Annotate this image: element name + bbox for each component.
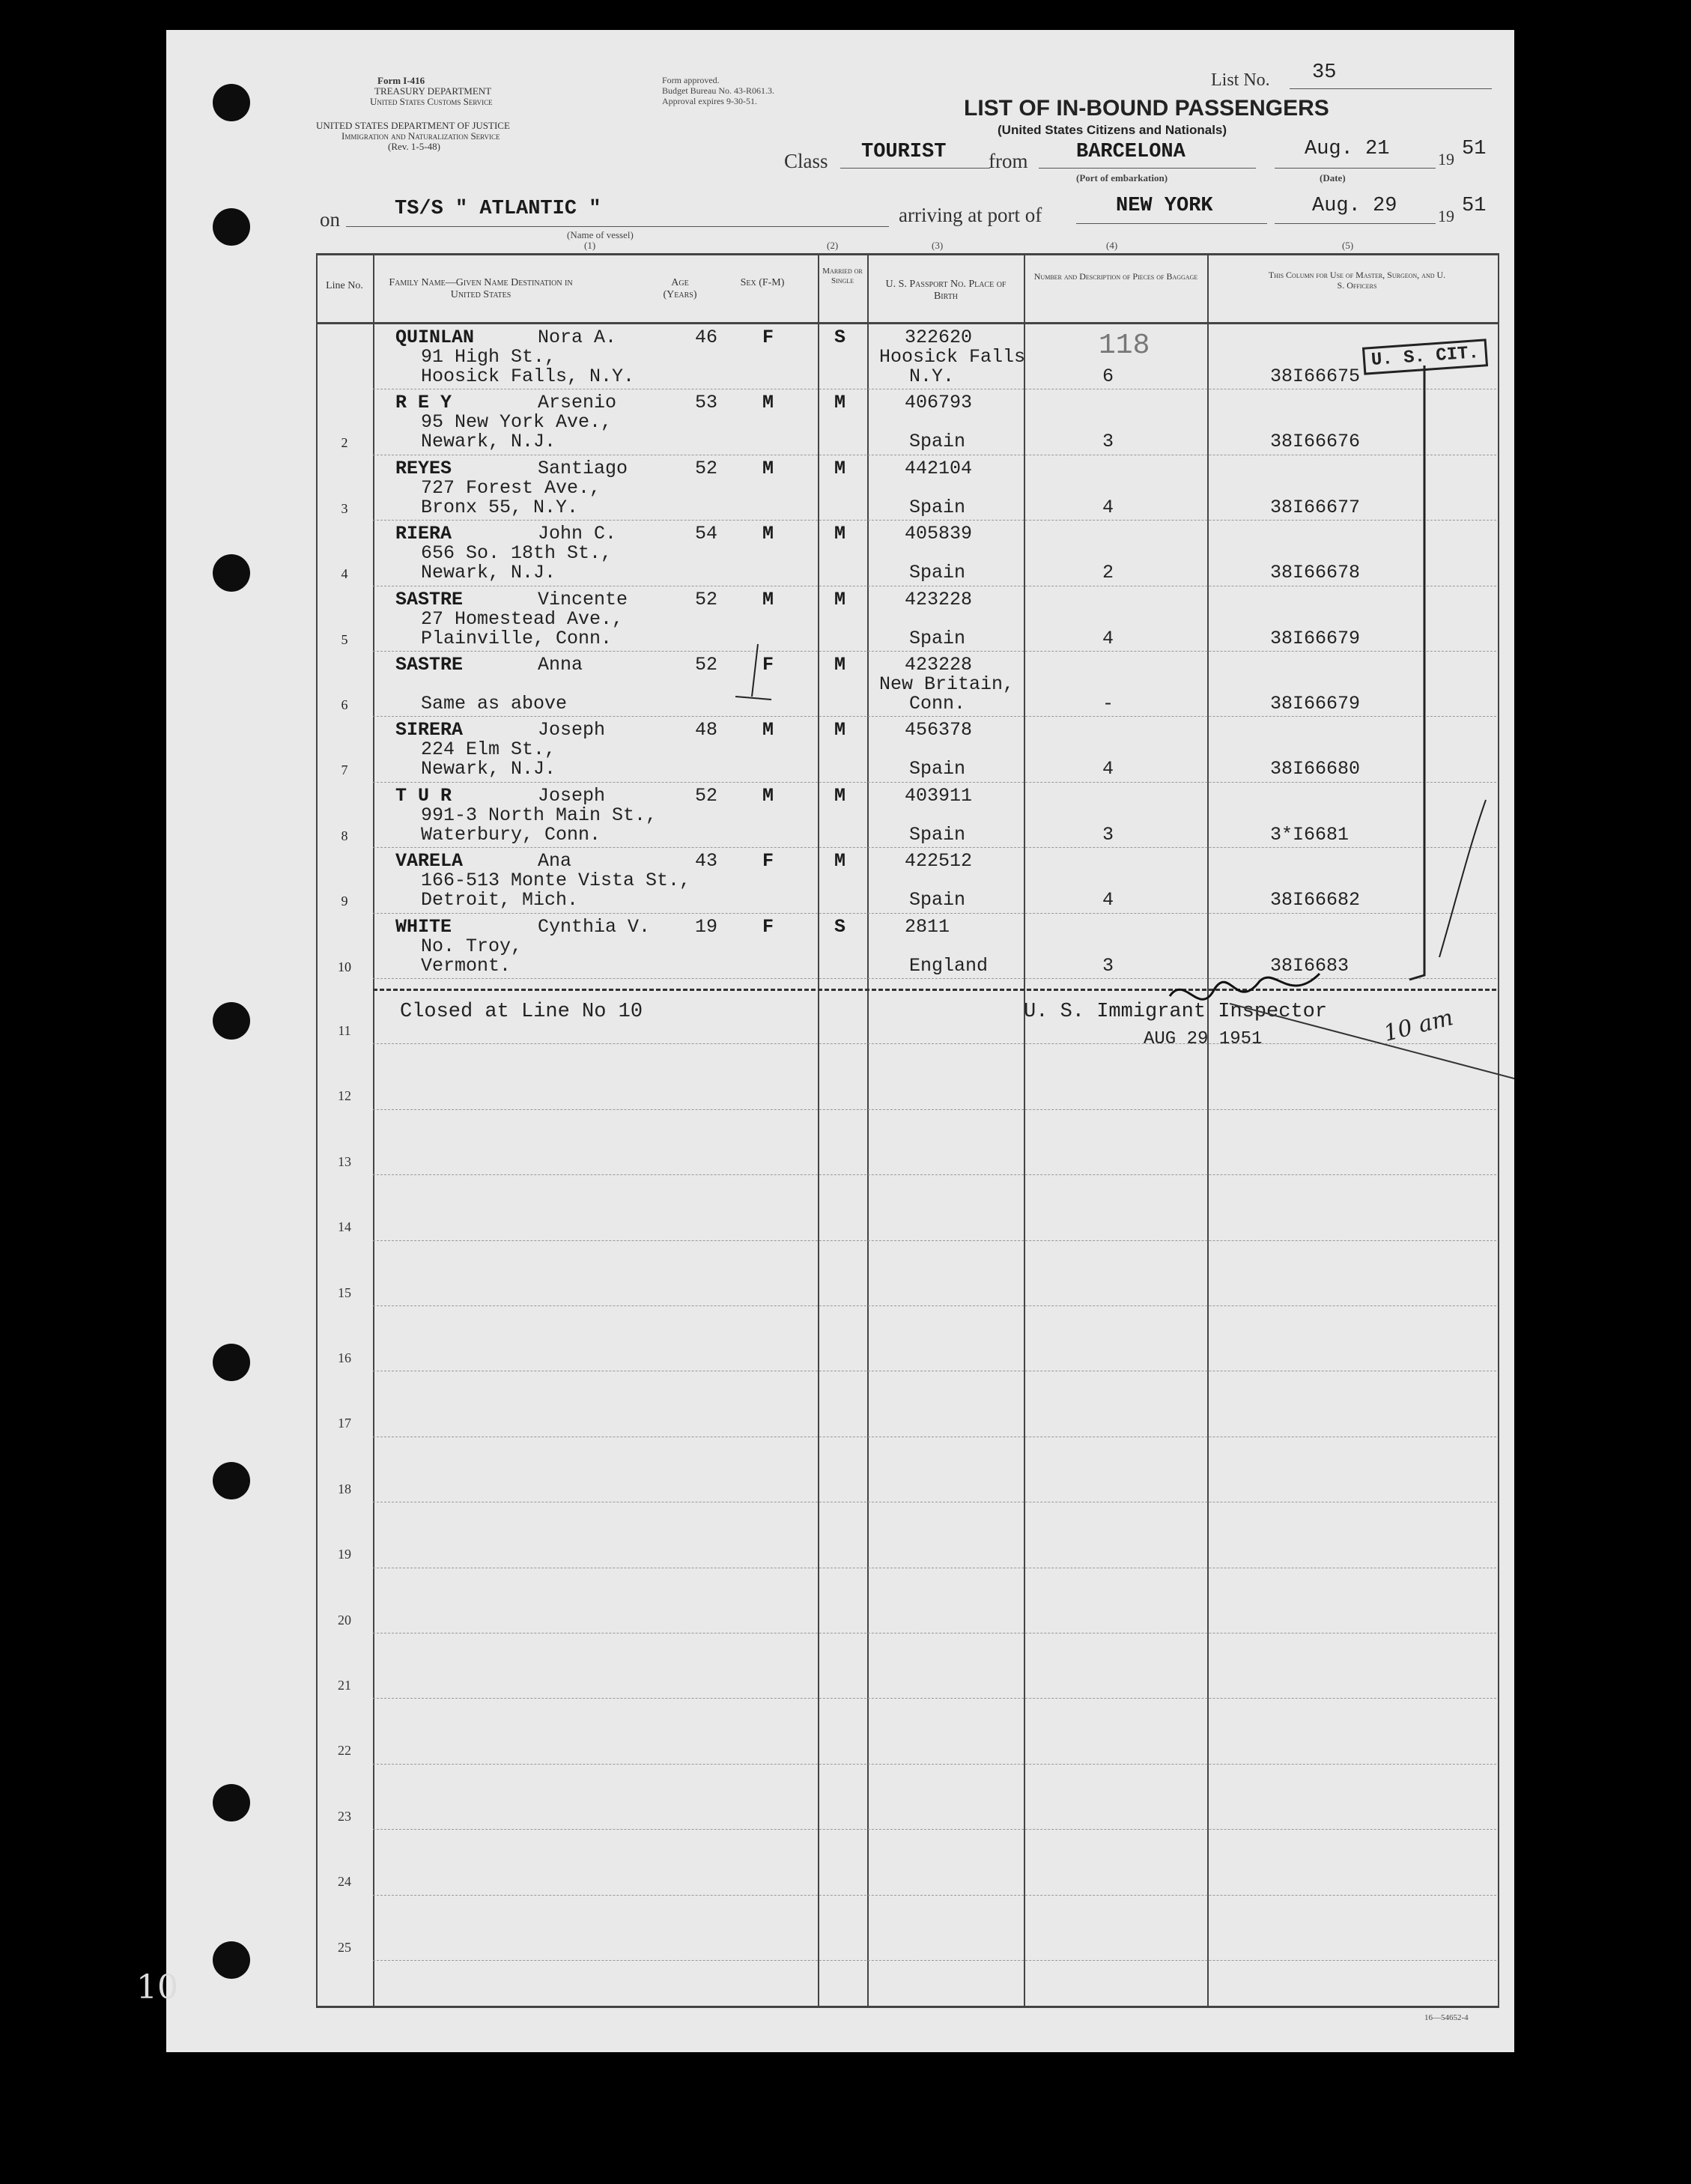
given-name: Vincente: [538, 588, 628, 610]
marital-status: M: [834, 784, 846, 807]
birth-place-2: Spain: [909, 431, 966, 453]
col-3-label: (3): [932, 240, 944, 251]
approval-3: Approval expires 9-30-51.: [662, 96, 757, 106]
col-divider-line: [373, 255, 374, 2007]
header-baggage: Number and Description of Pieces of Baggage: [1033, 271, 1198, 282]
family-name: QUINLAN: [395, 327, 475, 348]
on-label: on: [320, 208, 340, 231]
line-number: 4: [341, 566, 348, 582]
col-divider-officers: [1207, 255, 1209, 2007]
class-underline: [840, 168, 990, 169]
line-number: 2: [341, 435, 348, 451]
birth-place-2: Spain: [909, 627, 966, 649]
age: 53: [695, 392, 718, 414]
table-left-border: [316, 255, 318, 2007]
arrival-port: NEW YORK: [1116, 195, 1213, 217]
arriving-label: arriving at port of: [899, 204, 1042, 226]
given-name: Anna: [538, 654, 583, 676]
family-name: R E Y: [395, 392, 452, 414]
line-number: 22: [338, 1743, 351, 1759]
passport-number: 403911: [905, 784, 973, 807]
passport-number: 456378: [905, 719, 973, 741]
line-number: 6: [341, 697, 348, 712]
row-separator: [373, 1174, 1496, 1175]
table-bottom-border: [316, 2006, 1499, 2008]
line-number: 19: [338, 1547, 351, 1562]
birth-place: Hoosick Falls: [879, 346, 1026, 368]
family-name: SIRERA: [395, 719, 464, 741]
family-name: SASTRE: [395, 654, 464, 676]
address-line-2: Bronx 55, N.Y.: [421, 496, 579, 518]
row-separator: [373, 782, 1496, 783]
marital-status: M: [834, 654, 846, 676]
address-line-1: 95 New York Ave.,: [421, 411, 613, 434]
punch-hole: [213, 1784, 250, 1821]
given-name: Cynthia V.: [538, 915, 651, 938]
address-line-2: Newark, N.J.: [421, 758, 556, 780]
address-line-2: Vermont.: [421, 954, 511, 977]
line-number: 25: [338, 1939, 351, 1955]
header-name: Family Name—Given Name Destination in United States: [389, 277, 573, 300]
given-name: Joseph: [538, 784, 606, 807]
line-number: 11: [338, 1023, 351, 1038]
line-number: 8: [341, 828, 348, 843]
row-separator: [373, 1633, 1496, 1634]
punch-hole: [213, 84, 250, 121]
bracket-line: [1409, 365, 1424, 980]
footer-code: 16—54652-4: [1424, 2013, 1469, 2022]
family-name: VARELA: [395, 850, 464, 873]
officer-number: 38I6683: [1270, 954, 1350, 977]
officer-number: 3*I6681: [1270, 823, 1350, 846]
baggage-count: 4: [1102, 889, 1114, 911]
sex: F: [762, 327, 774, 348]
birth-place-2: Conn.: [909, 693, 966, 715]
col-5-label: (5): [1342, 240, 1354, 251]
year-2: 51: [1462, 195, 1487, 217]
closing-rule: [373, 989, 1496, 991]
address-line-1: 91 High St.,: [421, 346, 556, 368]
date-caption: (Date): [1320, 172, 1346, 183]
header-bottom-border: [316, 322, 1499, 324]
age: 52: [695, 457, 718, 479]
line-number: 9: [341, 894, 348, 909]
line-number: 16: [338, 1350, 351, 1365]
marital-status: M: [834, 523, 846, 545]
address-line-1: 656 So. 18th St.,: [421, 542, 613, 565]
list-underline: [1290, 88, 1492, 89]
officer-number: 38I66679: [1270, 627, 1361, 649]
address-line-1: No. Troy,: [421, 935, 523, 957]
row-separator: [373, 716, 1496, 717]
age: 46: [695, 327, 718, 348]
form-number: Form I-416: [377, 75, 425, 86]
sex: F: [762, 850, 774, 873]
given-name: Joseph: [538, 719, 606, 741]
marital-status: M: [834, 588, 846, 610]
ins-service: Immigration and Naturalization Service: [341, 130, 500, 142]
year-1: 51: [1462, 138, 1487, 160]
header-married: Married or Single: [822, 267, 863, 285]
address-line-2: Newark, N.J.: [421, 562, 556, 584]
line-number: 23: [338, 1808, 351, 1824]
marital-status: S: [834, 327, 846, 348]
port-underline: [1076, 223, 1267, 224]
header-officers: This Column for Use of Master, Surgeon, and U. S. Officers: [1268, 270, 1446, 291]
sex: M: [762, 457, 774, 479]
family-name: T U R: [395, 784, 452, 807]
line-number: 24: [338, 1874, 351, 1890]
baggage-count: 3: [1102, 431, 1114, 453]
closed-note: Closed at Line No 10: [400, 1001, 643, 1023]
line-number: 20: [338, 1612, 351, 1628]
address-line-1: 166-513 Monte Vista St.,: [421, 870, 691, 892]
row-separator: [373, 1829, 1496, 1830]
family-name: WHITE: [395, 915, 452, 938]
sex: M: [762, 392, 774, 414]
table-right-border: [1498, 255, 1499, 2007]
embark-caption: (Port of embarkation): [1076, 172, 1168, 183]
birth-place: New Britain,: [879, 673, 1015, 695]
given-name: John C.: [538, 523, 617, 545]
vessel-underline: [346, 226, 889, 227]
line-number: 5: [341, 631, 348, 647]
officer-number: 38I66679: [1270, 693, 1361, 715]
family-name: REYES: [395, 457, 452, 479]
form-sheet: [136, 30, 1514, 2052]
year-prefix-2: 19: [1438, 207, 1454, 225]
row-separator: [373, 520, 1496, 521]
row-separator: [373, 1043, 1496, 1044]
line-number: 3: [341, 500, 348, 516]
table-top-border: [316, 253, 1499, 255]
line-number: 15: [338, 1284, 351, 1300]
punch-hole: [213, 554, 250, 592]
row-separator: [373, 651, 1496, 652]
family-name: RIERA: [395, 523, 452, 545]
col-divider-passport: [867, 255, 869, 2007]
passport-number: 422512: [905, 850, 973, 873]
line-number: 21: [338, 1678, 351, 1693]
baggage-count: 4: [1102, 758, 1114, 780]
form-subtitle: (United States Citizens and Nationals): [998, 123, 1227, 137]
line-number: 10: [338, 959, 351, 974]
form-title: LIST OF IN-BOUND PASSENGERS: [964, 96, 1329, 121]
family-name: SASTRE: [395, 588, 464, 610]
line-number: 14: [338, 1219, 351, 1235]
revision: (Rev. 1-5-48): [388, 141, 440, 152]
inspector-label: U. S. Immigrant Inspector: [1024, 1001, 1328, 1023]
passport-number: 405839: [905, 523, 973, 545]
sex: M: [762, 523, 774, 545]
baggage-count: 6: [1102, 365, 1114, 387]
passport-number: 2811: [905, 915, 950, 938]
header-line: Line No.: [326, 280, 363, 291]
punch-hole: [213, 208, 250, 246]
address-line-2: Same as above: [421, 693, 568, 715]
sex: M: [762, 588, 774, 610]
address-line-1: 27 Homestead Ave.,: [421, 607, 624, 630]
address-line-2: Hoosick Falls, N.Y.: [421, 365, 635, 387]
birth-place-2: Spain: [909, 562, 966, 584]
col-4-label: (4): [1106, 240, 1118, 251]
officer-number: 38I66682: [1270, 889, 1361, 911]
approval-2: Budget Bureau No. 43-R061.3.: [662, 85, 774, 96]
justice-dept: UNITED STATES DEPARTMENT OF JUSTICE: [316, 120, 510, 131]
passport-number: 442104: [905, 457, 973, 479]
baggage-count: -: [1102, 693, 1114, 715]
address-line-2: Detroit, Mich.: [421, 889, 579, 911]
col-2-label: (2): [827, 240, 839, 251]
baggage-count: 4: [1102, 496, 1114, 518]
age: 19: [695, 915, 718, 938]
from-value: BARCELONA: [1076, 141, 1185, 163]
officer-number: 38I66680: [1270, 758, 1361, 780]
address-line-2: Newark, N.J.: [421, 431, 556, 453]
age: 52: [695, 784, 718, 807]
vessel-caption: (Name of vessel): [567, 229, 634, 240]
birth-place-2: Spain: [909, 889, 966, 911]
baggage-total: 118: [1099, 330, 1150, 362]
row-separator: [373, 1698, 1496, 1699]
col-divider-married: [818, 255, 819, 2007]
age: 48: [695, 719, 718, 741]
from-label: from: [989, 150, 1028, 172]
vessel-name: TS/S " ATLANTIC ": [395, 198, 601, 220]
passport-number: 423228: [905, 588, 973, 610]
line-number: 18: [338, 1481, 351, 1496]
line-number: 13: [338, 1153, 351, 1169]
officer-number: 38I66676: [1270, 431, 1361, 453]
given-name: Santiago: [538, 457, 628, 479]
treasury-dept: TREASURY DEPARTMENT: [374, 85, 492, 97]
list-label: List No.: [1211, 70, 1270, 90]
age: 54: [695, 523, 718, 545]
arrival-date: Aug. 29: [1312, 195, 1397, 217]
age: 52: [695, 654, 718, 676]
marital-status: M: [834, 457, 846, 479]
address-line-1: 991-3 North Main St.,: [421, 804, 658, 826]
row-separator: [373, 978, 1496, 979]
address-line-2: Waterbury, Conn.: [421, 823, 601, 846]
row-separator: [373, 1895, 1496, 1896]
birth-place-2: England: [909, 954, 989, 977]
passport-number: 423228: [905, 654, 973, 676]
list-number: 35: [1312, 61, 1337, 84]
year-prefix-1: 19: [1438, 150, 1454, 169]
punch-hole: [213, 1462, 250, 1499]
officer-number: 38I66678: [1270, 562, 1361, 584]
row-separator: [373, 1764, 1496, 1765]
given-name: Arsenio: [538, 392, 617, 414]
officer-number: 38I66675: [1270, 365, 1361, 387]
sex: M: [762, 719, 774, 741]
customs-service: United States Customs Service: [370, 96, 493, 107]
row-separator: [373, 847, 1496, 848]
approval-1: Form approved.: [662, 75, 720, 85]
line-number: 12: [338, 1088, 351, 1104]
baggage-count: 4: [1102, 627, 1114, 649]
birth-place-2: Spain: [909, 823, 966, 846]
baggage-count: 3: [1102, 823, 1114, 846]
sex: M: [762, 784, 774, 807]
given-name: Ana: [538, 850, 572, 873]
age: 43: [695, 850, 718, 873]
officer-number: 38I66677: [1270, 496, 1361, 518]
passport-number: 322620: [905, 327, 973, 348]
sex: F: [762, 915, 774, 938]
marital-status: M: [834, 719, 846, 741]
address-line-1: 224 Elm St.,: [421, 738, 556, 761]
baggage-count: 2: [1102, 562, 1114, 584]
us-cit-stamp: U. S. CIT.: [1362, 339, 1488, 374]
birth-place-2: Spain: [909, 496, 966, 518]
inspection-date-stamp: AUG 29 1951: [1144, 1029, 1263, 1049]
address-line-2: Plainville, Conn.: [421, 627, 613, 649]
slash-mark: [1439, 800, 1486, 957]
passport-number: 406793: [905, 392, 973, 414]
line-number: 17: [338, 1416, 351, 1431]
punch-hole: [213, 1344, 250, 1381]
marital-status: M: [834, 850, 846, 873]
col-divider-baggage: [1024, 255, 1025, 2007]
row-separator: [373, 913, 1496, 914]
from-underline: [1039, 168, 1256, 169]
given-name: Nora A.: [538, 327, 617, 348]
marital-status: S: [834, 915, 846, 938]
sex: F: [762, 654, 774, 676]
punch-hole: [213, 1941, 250, 1979]
punch-hole: [213, 1002, 250, 1040]
birth-place-2: N.Y.: [909, 365, 955, 387]
class-label: Class: [784, 150, 828, 172]
arrival-date-underline: [1275, 223, 1436, 224]
baggage-count: 3: [1102, 954, 1114, 977]
embark-date: Aug. 21: [1305, 138, 1390, 160]
date-underline: [1275, 168, 1436, 169]
birth-place-2: Spain: [909, 758, 966, 780]
vessel-col: (1): [584, 240, 596, 251]
header-age: Age (Years): [663, 277, 697, 300]
row-separator: [373, 1960, 1496, 1961]
row-separator: [373, 1240, 1496, 1241]
address-line-1: 727 Forest Ave.,: [421, 476, 601, 499]
class-value: TOURIST: [861, 141, 947, 163]
line-number: 7: [341, 762, 348, 778]
margin-mark: 10: [136, 1968, 178, 2006]
row-separator: [373, 1109, 1496, 1110]
header-passport: U. S. Passport No. Place of Birth: [885, 279, 1007, 302]
age: 52: [695, 588, 718, 610]
header-sex: Sex (F-M): [740, 277, 785, 288]
handwritten-time: 10 am: [1381, 1004, 1456, 1047]
marital-status: M: [834, 392, 846, 414]
row-separator: [373, 1305, 1496, 1306]
